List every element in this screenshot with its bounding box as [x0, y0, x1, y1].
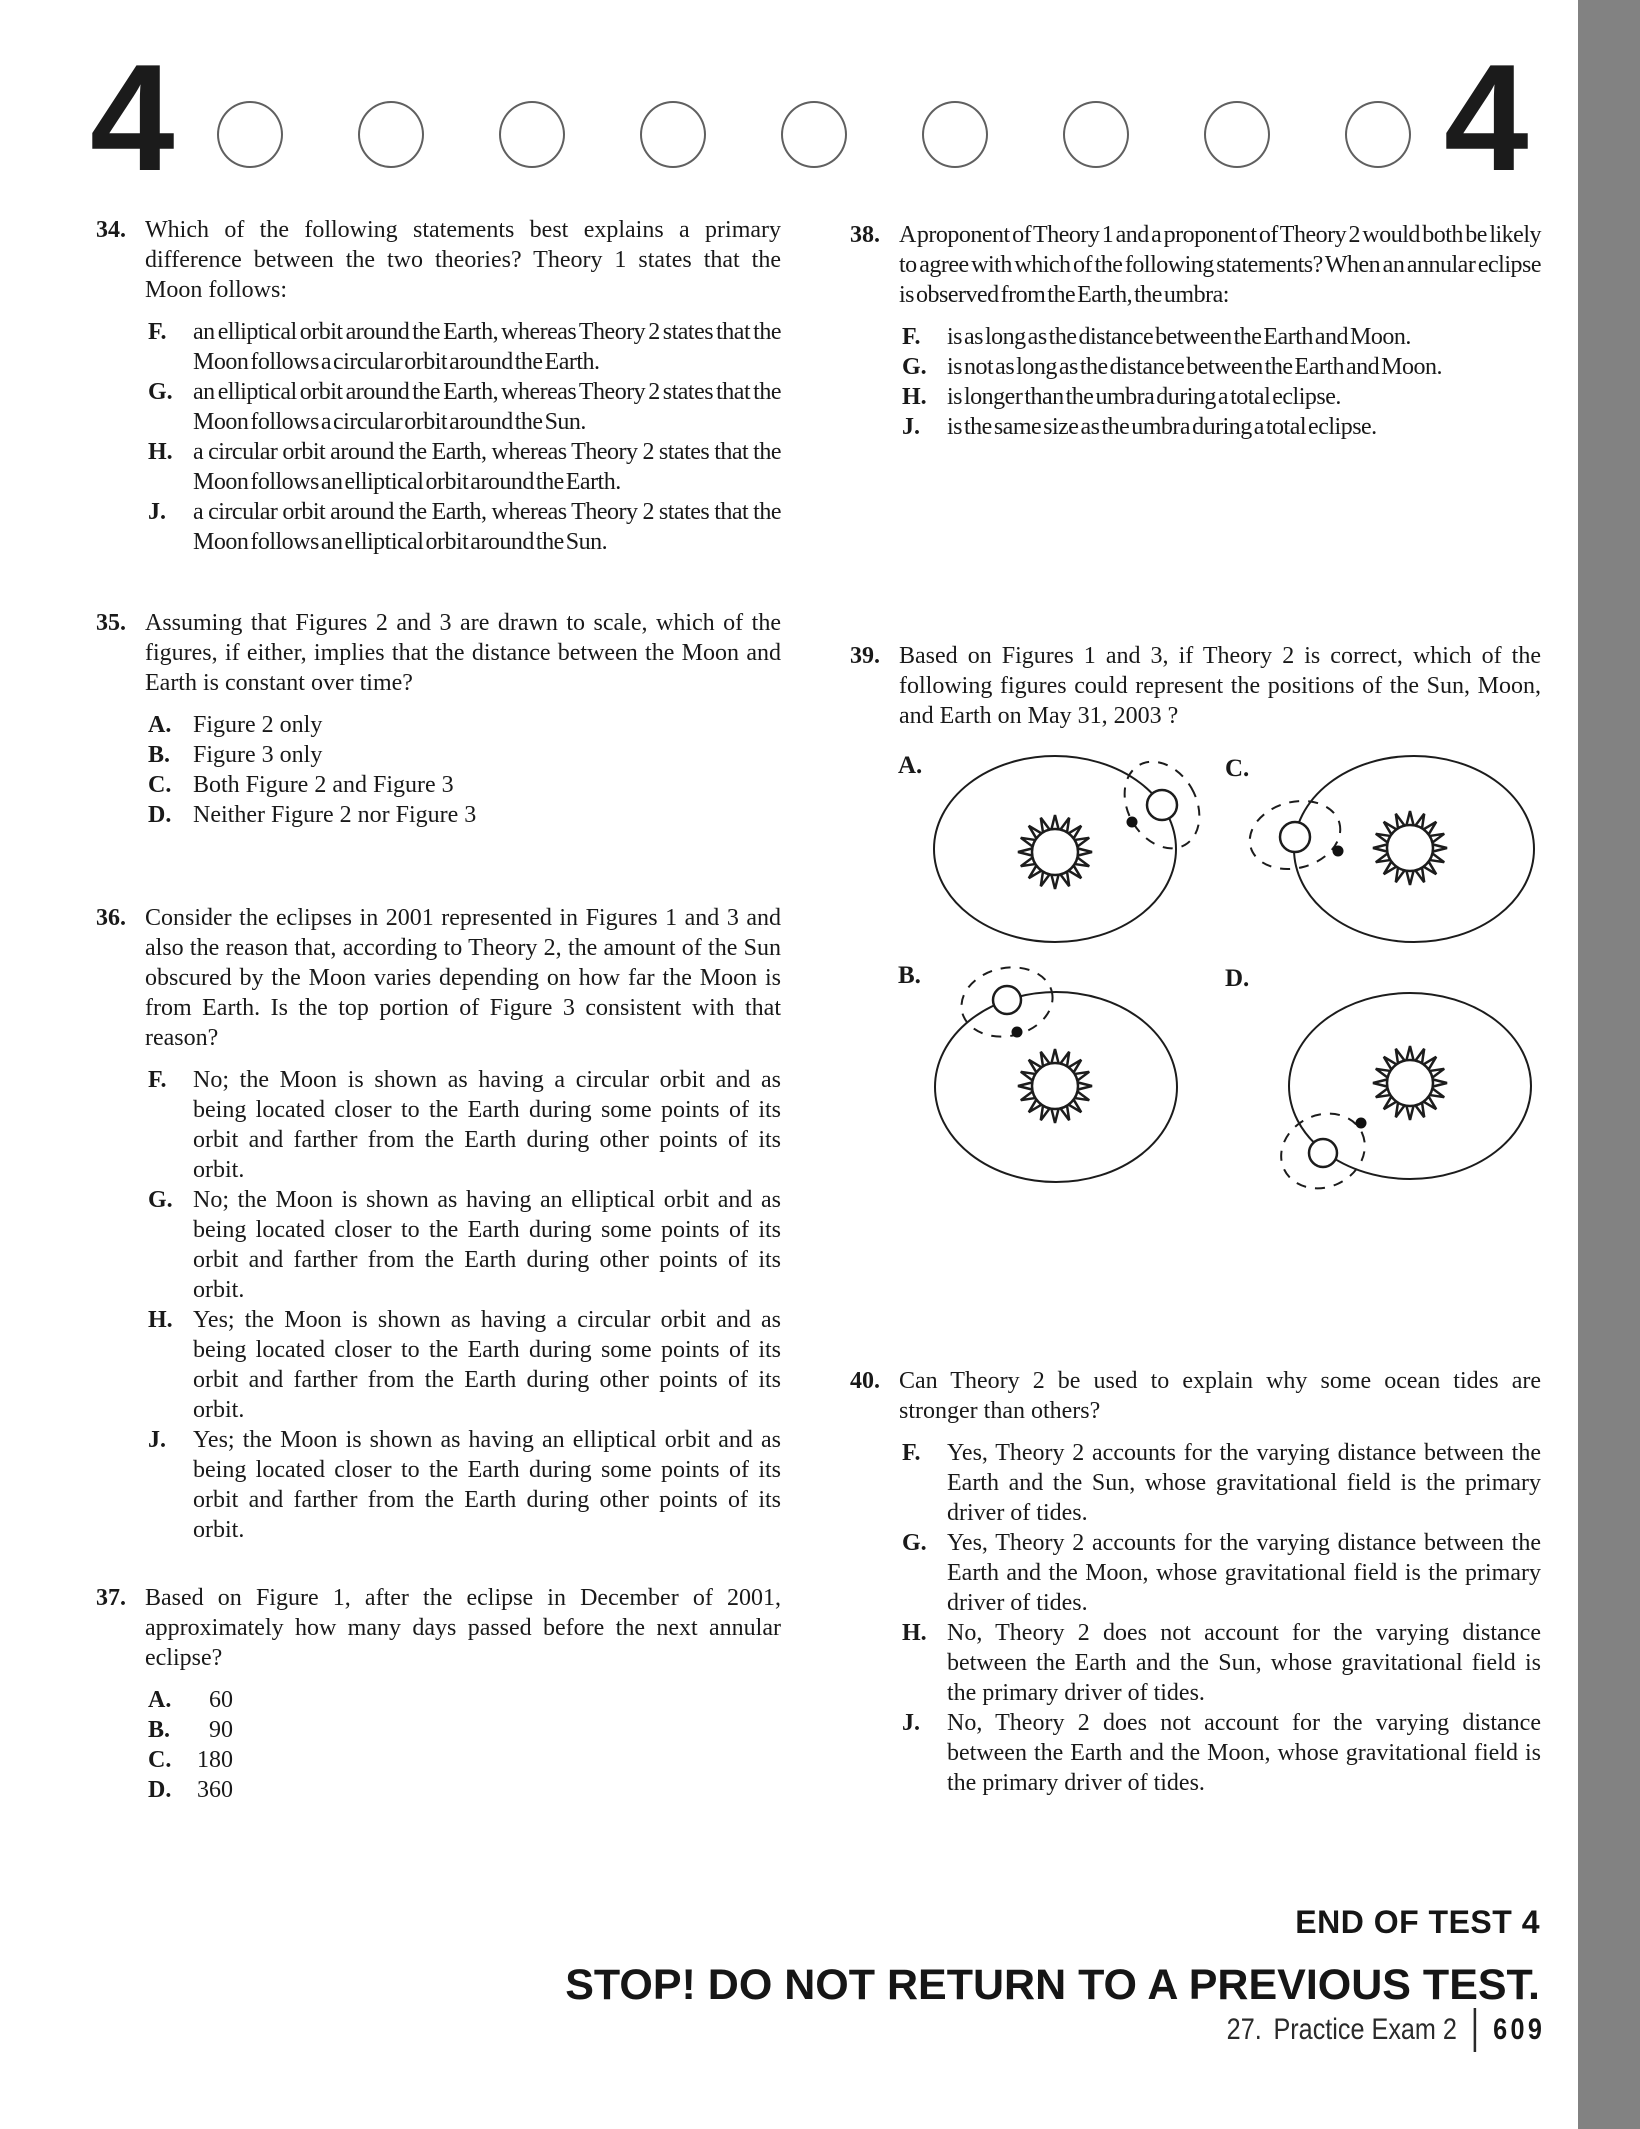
option-letter: J. [148, 499, 166, 525]
answer-bubble [358, 101, 424, 168]
option-row [148, 1065, 781, 1185]
figure-option-b-label: B. [898, 962, 921, 989]
option-row [902, 1618, 1541, 1708]
option-letter: G. [148, 379, 173, 405]
figure-option-a [930, 746, 1210, 946]
option-text: an elliptical orbit around the Earth, whereas Theory 2 states that the Moon follows a circular orbit around the Sun. [193, 379, 781, 435]
footer-divider [1474, 2008, 1477, 2052]
option-letter: C. [148, 772, 172, 798]
earth-circle [1309, 1139, 1337, 1167]
question-number: 39. [850, 643, 880, 669]
page-footer [1226, 2008, 1545, 2052]
option-letter: H. [148, 439, 173, 465]
option-row [902, 322, 1541, 352]
moon-dot [1127, 817, 1138, 828]
option-row [148, 1185, 781, 1305]
question-stem: Can Theory 2 be used to explain why some ocean tides are stronger than others? [899, 1368, 1541, 1424]
option-text: Both Figure 2 and Figure 3 [193, 772, 454, 798]
option-letter: G. [902, 1530, 927, 1556]
footer-book-title: Practice Exam 2 [1273, 2013, 1457, 2046]
option-text: an elliptical orbit around the Earth, whereas Theory 2 states that the Moon follows a circular orbit around the Earth. [193, 319, 781, 375]
option-text: Figure 2 only [193, 712, 323, 738]
option-row [148, 317, 781, 377]
option-letter: H. [148, 1307, 173, 1333]
option-text: is the same size as the umbra during a total eclipse. [947, 414, 1377, 440]
option-row [148, 1305, 781, 1425]
option-text: Yes; the Moon is shown as having a circular orbit and as being located closer to the Earth during some points of its orbit and farther from the Earth during other points of its orbit. [193, 1307, 781, 1423]
option-letter: B. [148, 742, 171, 768]
option-letter: B. [148, 1717, 171, 1743]
option-row [148, 800, 781, 830]
answer-bubble [1204, 101, 1270, 168]
option-row [148, 710, 781, 740]
option-letter: G. [902, 354, 927, 380]
earth-circle [1147, 790, 1177, 820]
earth-circle [993, 986, 1021, 1014]
question-38 [850, 220, 1541, 442]
answer-bubble [1345, 101, 1411, 168]
option-letter: A. [148, 1687, 172, 1713]
question-34 [96, 215, 781, 557]
question-stem: Based on Figures 1 and 3, if Theory 2 is correct, which of the following figures could represent the positions of the Sun, Moon, and Earth on May 31, 2003 ? [899, 643, 1541, 729]
figure-option-c [1245, 746, 1545, 946]
option-text: a circular orbit around the Earth, whereas Theory 2 states that the Moon follows an elliptical orbit around the Sun. [193, 499, 781, 555]
option-row [148, 1425, 781, 1545]
option-letter: F. [148, 319, 167, 345]
option-row [148, 740, 781, 770]
test-number-left: 4 [90, 33, 175, 203]
option-row [148, 770, 781, 800]
option-letter: H. [902, 1620, 927, 1646]
figure-option-d-label: D. [1225, 965, 1250, 992]
question-number: 38. [850, 222, 880, 248]
option-text: Yes, Theory 2 accounts for the varying distance between the Earth and the Moon, whose gravitational field is the primary driver of tides. [947, 1530, 1541, 1616]
earth-circle [1280, 822, 1310, 852]
option-text: is not as long as the distance between the Earth and Moon. [947, 354, 1443, 380]
test-number-right: 4 [1444, 33, 1529, 203]
option-row [902, 1708, 1541, 1798]
option-text: No; the Moon is shown as having a circular orbit and as being located closer to the Earth during some points of its orbit and farther from the Earth during other points of its orbit. [193, 1067, 781, 1183]
answer-bubble [922, 101, 988, 168]
option-text: No, Theory 2 does not account for the varying distance between the Earth and the Sun, whose gravitational field is the primary driver of tides. [947, 1620, 1541, 1706]
answer-bubble [499, 101, 565, 168]
question-37 [96, 1583, 781, 1805]
answer-bubble [1063, 101, 1129, 168]
option-text: Yes, Theory 2 accounts for the varying distance between the Earth and the Sun, whose gravitational field is the primary driver of tides. [947, 1440, 1541, 1526]
option-text: Figure 3 only [193, 742, 323, 768]
option-letter: J. [902, 1710, 920, 1736]
option-row [148, 1715, 781, 1745]
option-row [902, 1438, 1541, 1528]
option-letter: D. [148, 802, 172, 828]
option-row [148, 437, 781, 497]
figure-option-a-label: A. [898, 752, 923, 779]
option-row [148, 497, 781, 557]
option-text: Neither Figure 2 nor Figure 3 [193, 802, 477, 828]
footer-page-number: 609 [1492, 2013, 1545, 2046]
option-letter: J. [148, 1427, 166, 1453]
question-stem: Which of the following statements best explains a primary difference between the two theories? Theory 1 states that the Moon follows: [145, 217, 781, 303]
answer-bubble [781, 101, 847, 168]
moon-dot [1356, 1118, 1367, 1129]
moon-dot [1333, 846, 1344, 857]
page-edge-gray-bar [1578, 0, 1640, 2129]
question-number: 37. [96, 1585, 126, 1611]
sun-icon [1018, 1049, 1092, 1123]
sun-icon [1373, 811, 1447, 885]
figure-option-c-label: C. [1225, 755, 1250, 782]
option-letter: F. [902, 324, 921, 350]
figure-option-b [930, 956, 1182, 1188]
option-row [148, 1685, 781, 1715]
option-row [902, 412, 1541, 442]
end-of-test-heading: END OF TEST 4 [1295, 1904, 1540, 1940]
question-39 [850, 641, 1541, 743]
option-row [148, 1775, 781, 1805]
option-letter: J. [902, 414, 920, 440]
option-text: Yes; the Moon is shown as having an elliptical orbit and as being located closer to the Earth during some points of its orbit and farther from the Earth during other points of its orbit. [193, 1427, 781, 1543]
option-text: is longer than the umbra during a total eclipse. [947, 384, 1341, 410]
option-letter: G. [148, 1187, 173, 1213]
option-row [148, 1745, 781, 1775]
option-letter: A. [148, 712, 172, 738]
option-text: is as long as the distance between the Earth and Moon. [947, 324, 1411, 350]
question-number: 36. [96, 905, 126, 931]
question-stem: Consider the eclipses in 2001 represented in Figures 1 and 3 and also the reason that, according to Theory 2, the amount of the Sun obscured by the Moon varies depending on how far the Moon is from Earth. Is the top portion of Figure 3 consistent with that reason? [145, 905, 781, 1051]
option-text: No, Theory 2 does not account for the varying distance between the Earth and the Moon, whose gravitational field is the primary driver of tides. [947, 1710, 1541, 1796]
option-row [902, 1528, 1541, 1618]
footer-chapter-number: 27. [1226, 2013, 1262, 2046]
option-value: 180 [197, 1747, 233, 1773]
option-letter: F. [902, 1440, 921, 1466]
option-letter: F. [148, 1067, 167, 1093]
sun-icon [1018, 815, 1092, 889]
option-letter: D. [148, 1777, 172, 1803]
option-value: 360 [197, 1777, 233, 1803]
option-row [902, 382, 1541, 412]
stop-warning-heading: STOP! DO NOT RETURN TO A PREVIOUS TEST. [565, 1961, 1540, 2009]
question-36 [96, 903, 781, 1545]
question-number: 35. [96, 610, 126, 636]
option-text: a circular orbit around the Earth, whereas Theory 2 states that the Moon follows an elliptical orbit around the Earth. [193, 439, 781, 495]
option-letter: C. [148, 1747, 172, 1773]
question-35 [96, 608, 781, 830]
answer-bubble-row [217, 101, 1411, 168]
sun-icon [1373, 1046, 1447, 1120]
answer-bubble [640, 101, 706, 168]
option-row [148, 377, 781, 437]
question-stem: Assuming that Figures 2 and 3 are drawn to scale, which of the figures, if either, implies that the distance between the Moon and Earth is constant over time? [145, 610, 781, 696]
question-stem: Based on Figure 1, after the eclipse in December of 2001, approximately how many days passed before the next annular eclipse? [145, 1585, 781, 1671]
option-value: 60 [209, 1687, 233, 1713]
option-letter: H. [902, 384, 927, 410]
option-value: 90 [209, 1717, 233, 1743]
option-row [902, 352, 1541, 382]
question-number: 40. [850, 1368, 880, 1394]
answer-bubble [217, 101, 283, 168]
question-stem: A proponent of Theory 1 and a proponent of Theory 2 would both be likely to agree with which of the following statements? When an annular eclipse is observed from the Earth, the umbra: [899, 222, 1541, 308]
question-40 [850, 1366, 1541, 1798]
figure-option-d [1245, 956, 1545, 1193]
option-text: No; the Moon is shown as having an elliptical orbit and as being located closer to the Earth during some points of its orbit and farther from the Earth during other points of its orbit. [193, 1187, 781, 1303]
question-number: 34. [96, 217, 126, 243]
moon-dot [1012, 1027, 1023, 1038]
